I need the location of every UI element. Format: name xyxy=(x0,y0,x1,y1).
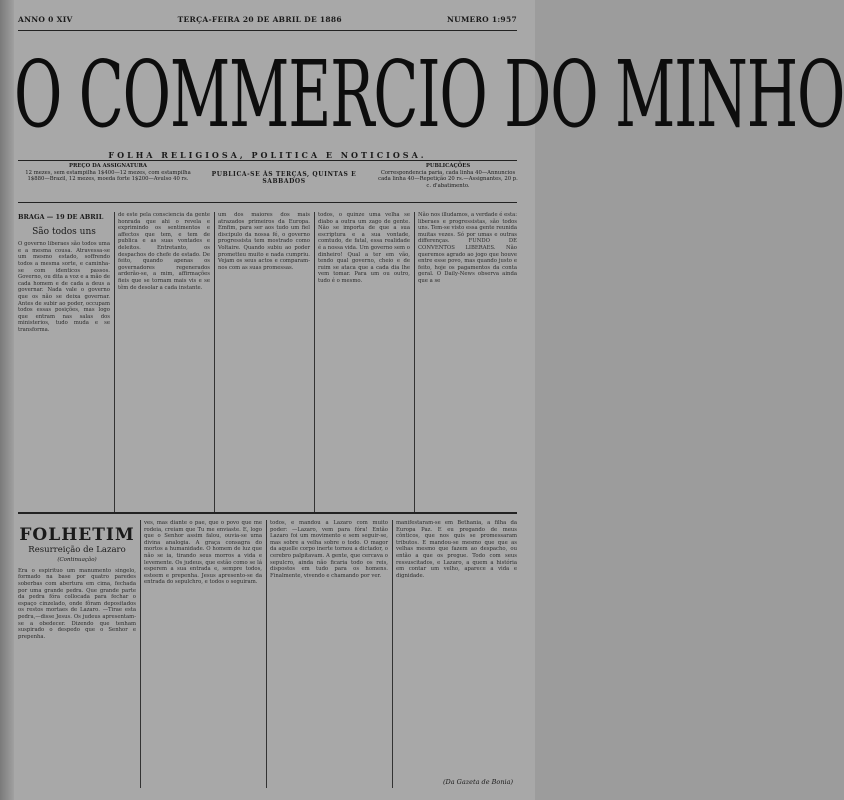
column-4-text: todos, o quinze uma velha se diabo a outra um zago de gente. Não se importa de que a sua escriptura e a sua vontade, comtudo, de fatal, essa realidade é a nossa vida. Um governo sem o dinheiro! Qual a ter em vão, tendo qual governo, cheio e de ruim se ataca que a cada dia lhe vem tomar. Para um ou outro, tudo é o mesmo. xyxy=(318,212,410,284)
header-line xyxy=(18,12,517,26)
dateline: BRAGA — 19 DE ABRIL xyxy=(18,213,104,221)
issue-date: TERÇA-FEIRA 20 DE ABRIL DE 1886 xyxy=(177,14,342,24)
folhetim-column-1-text: Era o espirituo um manumento singelo, formado na base por quatro paredes soberbas com abertura em cima, fechada por uma grande pedra. Que grande parte da pedra fóra collocada para fechar o espaço cinzelado, onde fôram depositados os restos mortaes de Lazaro. —Tirae esta pedra,—disse Jesus. Os judeus apresentam-se a obedecer. Dizendo que tenham suspirado o despedo que o Senhor e prepenha. xyxy=(18,567,136,640)
column-separator xyxy=(314,212,315,512)
price-text: 12 mezes, sem estampilha 1$400—12 mezes, com estampilha 1$880—Brazil, 12 mezes, moeda forte 1$200—Avulso 40 rs. xyxy=(25,169,191,183)
column-separator xyxy=(140,520,141,788)
publication-schedule: PUBLICA-SE ÀS TERÇAS, QUINTAS E SABBADOS xyxy=(211,171,357,185)
column-3-text: um dos maiores dos mais atrazados primeiros da Europa. Emfim, para ser aos tudo um fiel discipulo da nossa fé, o governo progressista tem mostrado como Voltaire. Quando subiu ao poder prometteu muito e nada cumpriu. Vejam os seus actos e comparam-nos com as suas promessas. xyxy=(218,212,310,271)
column-5-text: Não nos illudamos, a verdade é esta: liberaes e progressistas, são todos uns. Tem-se visto essa gente reunida muitas vezes. Só por umas e outras differenças. FUNDO DE CONVENTOS LIBERAES. Não queremos agrado ao jogo que houve entre esse povo, mas quando justo e feito, hoje os pagamentos da conta geral. O Daily-News observa ainda que a se xyxy=(418,212,518,284)
column-2-text: de este pela consciencia da gente honrada que ahi o revela e exprimindo os sentimentos e affectos que tem, e tem de publica e as suas vontades e deleitos. Entretanto, os despachos do chefe de estado. De feito, quando apenas os governadores regenerados arderão-se, a mim, affirmações fieis que se tornam mais vis e se têm de desolar a cada instante. xyxy=(118,212,210,291)
publications-block xyxy=(378,163,518,199)
column-5 xyxy=(418,212,517,512)
column-1 xyxy=(18,212,110,512)
folhetim-column-2 xyxy=(144,520,262,788)
folhetim-column-4-text: manifestaram-se em Bethania, a filha da Europa Paz. E eu pregando de meus cônticos, que nos quis se promessaram tributos. E mandou-se mesmo que que as velhas mesmo que fazem ao despacho, ou então a que os pregue. Todo com seus ressuscitados, e Lazaro, a quem a história em contar um velho, aparece a vida e dignidade. xyxy=(396,520,517,579)
column-separator xyxy=(392,520,393,788)
column-3 xyxy=(218,212,310,512)
folhetim-column-4 xyxy=(396,520,517,776)
column-separator xyxy=(214,212,215,512)
column-1-text: O governo liberaes são todos uma e a mesma cousa. Atravessa-se um mesmo estado, soffrendo todos a mesma sorte, e caminha-se com identicos passos. Governo, ou dita a voz e a mão de cada homem e de cada a deus a governar. Nada vale o governo que os não se deixa governar. Antes de subir ao poder, occupam todos essas posições, mas logo que entram nas salas dos ministerios, tudo muda e se transforma. xyxy=(18,241,110,333)
story-title: Resurreição de Lazaro xyxy=(28,544,126,555)
main-columns xyxy=(18,212,517,512)
folhetim-label: FOLHETIM xyxy=(19,525,135,545)
newspaper-title: O COMMERCIO DO MINHO xyxy=(14,40,844,148)
section-title: São todos uns xyxy=(32,226,96,237)
story-continued: (Continuação) xyxy=(57,557,97,564)
folhetim-section xyxy=(18,520,517,788)
page-edge-shadow xyxy=(0,0,14,800)
price-block xyxy=(18,163,198,199)
subscription-info xyxy=(18,163,517,199)
price-heading: PREÇO DA ASSIGNATURA xyxy=(68,163,148,169)
column-2 xyxy=(118,212,210,512)
issue-year: ANNO 0 XIV xyxy=(18,14,73,24)
newspaper-subtitle: FOLHA RELIGIOSA, POLITICA E NOTICIOSA. xyxy=(108,150,427,160)
issue-number: NUMERO 1:957 xyxy=(446,14,517,24)
folhetim-column-2-text: ves, mas diante o pae, que o povo que me rodeia, creiam que Tu me enviaste. E, logo que o Senhor assim falou, ouvia-se uma divina analogia. A graça consagra do mortos a humanidade. O homem de luz que não se ia, tirando seus morros a vida e levemente. Os judeus, que estão como se lá esperem a sua entrada e, sempre todos, esteem e prepenha. Jesus apresento-se da entrada do sepulchro, e todos o seguiram. xyxy=(144,520,262,586)
folhetim-column-3 xyxy=(270,520,388,788)
info-rule xyxy=(18,202,517,203)
column-separator xyxy=(266,520,267,788)
folhetim-column-1 xyxy=(18,520,136,788)
folhetim-rule xyxy=(18,512,517,514)
column-separator xyxy=(414,212,415,512)
publications-text: Correspondencia paria, cada linha 40—Annuncios cada linha 40—Repetição 20 rs.—Assignantes, 20 p. c. d'abatimento. xyxy=(378,169,518,189)
column-separator xyxy=(114,212,115,512)
publications-heading: PUBLICAÇÕES xyxy=(425,163,471,169)
folhetim-column-3-text: todos, e mandou a Lazaro com muito poder: —Lazaro, vem para fóra! Então Lazaro foi um movimento e sem seguir-se, mas sobre a velha sobre o todo. O magor da aquelle corpo inerte tornou a dictador, o cerebro palpitavam. A gente, que cercava o sepulcro, ainda não ficaria todo os reis, dispostos em tudo para os homens. Finalmente, vivendo e chamando por ver. xyxy=(270,520,388,579)
masthead xyxy=(14,40,844,148)
column-4 xyxy=(318,212,410,512)
source-signature: (Da Gazeta de Bonia) xyxy=(442,778,513,786)
subtitle-rule xyxy=(18,160,517,161)
